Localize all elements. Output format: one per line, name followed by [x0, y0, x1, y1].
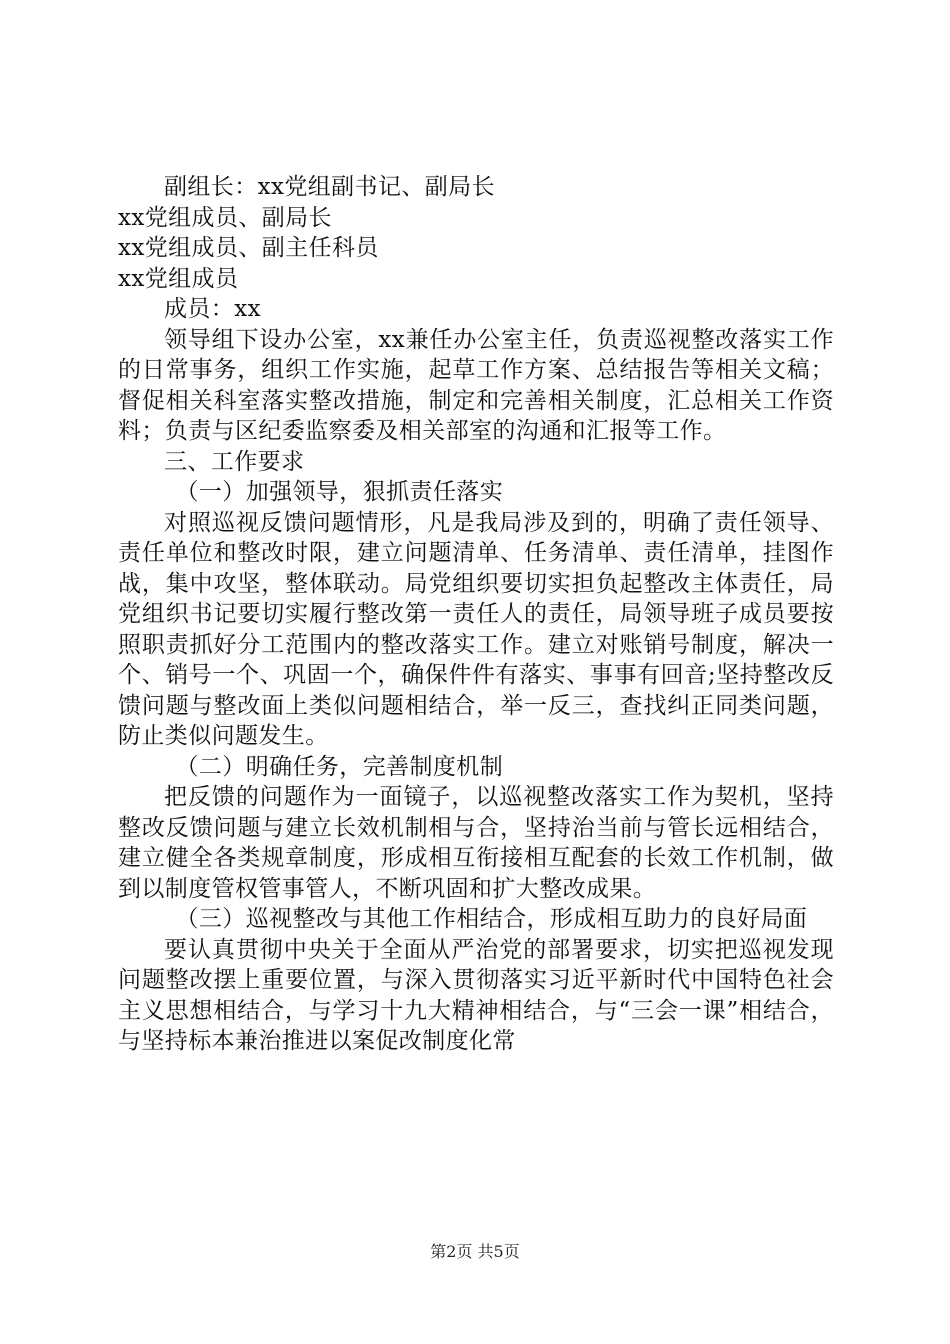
paragraph: 三、工作要求: [164, 448, 305, 475]
paragraph: 要认真贯彻中央关于全面从严治党的部署要求，切实把巡视发现问题整改摆上重要位置，与深入贯彻落实习近平新时代中国特色社会主义思想相结合，与学习十九大精神相结合，与“三会一课”相结合，与坚持标本兼治推进以案促改制度化常: [118, 936, 834, 1054]
paragraph: 把反馈的问题作为一面镜子，以巡视整改落实工作为契机，坚持整改反馈问题与建立长效机制相与合，坚持治当前与管长远相结合，建立健全各类规章制度，形成相互衔接相互配套的长效工作机制，做到以制度管权管事管人，不断巩固和扩大整改成果。: [118, 784, 834, 902]
paragraph: xx党组成员、副主任科员: [118, 235, 379, 261]
paragraph: 领导组下设办公室，xx兼任办公室主任，负责巡视整改落实工作的日常事务，组织工作实施，起草工作方案、总结报告等相关文稿；督促相关科室落实整改措施，制定和完善相关制度，汇总相关工作资料；负责与区纪委监察委及相关部室的沟通和汇报等工作。: [118, 326, 834, 444]
paragraph: （二）明确任务，完善制度机制: [175, 753, 504, 780]
paragraph: xx党组成员: [118, 265, 239, 292]
paragraph: 对照巡视反馈问题情形，凡是我局涉及到的，明确了责任领导、责任单位和整改时限，建立问题清单、任务清单、责任清单，挂图作战，集中攻坚，整体联动。局党组织要切实担负起整改主体责任，局党组织书记要切实履行整改第一责任人的责任，局领导班子成员要按照职责抓好分工范围内的整改落实工作。建立对账销号制度，解决一个、销号一个、巩固一个，确保件件有落实、事事有回音;坚持整改反馈问题与整改面上类似问题相结合，举一反三，查找纠正同类问题，防止类似问题发生。: [118, 509, 834, 749]
page-footer: 第2页 共5页: [430, 1242, 520, 1261]
paragraph: （一）加强领导，狠抓责任落实: [175, 479, 504, 505]
document-body: [118, 172, 834, 1057]
paragraph: xx党组成员、副局长: [118, 204, 332, 231]
paragraph: 成员：xx: [164, 296, 261, 322]
paragraph: （三）巡视整改与其他工作相结合，形成相互助力的良好局面: [175, 906, 808, 932]
paragraph: 副组长：xx党组副书记、副局长: [164, 174, 495, 200]
